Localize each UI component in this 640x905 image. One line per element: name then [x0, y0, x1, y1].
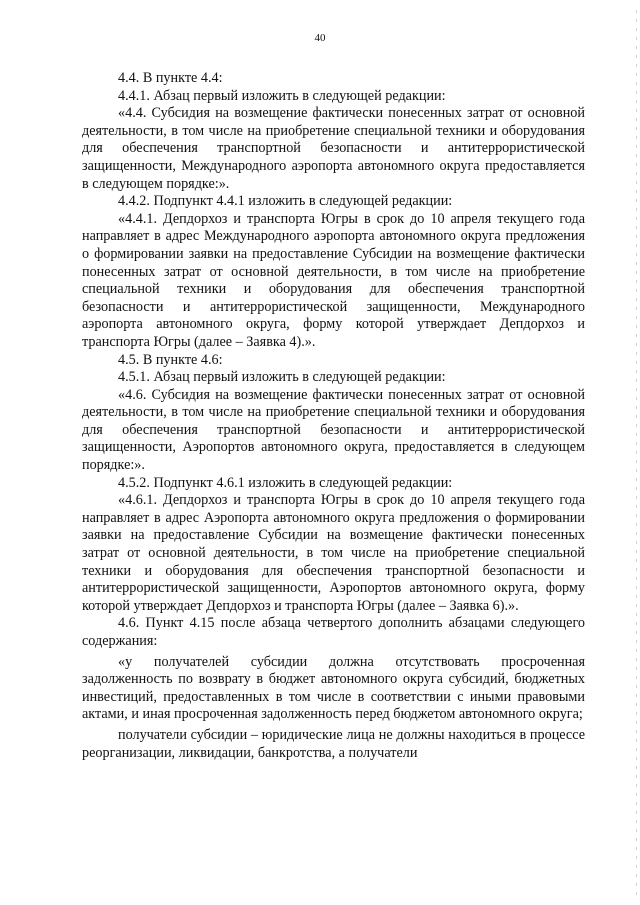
paragraph: «4.6.1. Депдорхоз и транспорта Югры в срок до 10 апреля текущего года направляет в адрес Аэропорта автономного округа предложения о формировании заявки на предоставление Субсидии на возмещение фактически понесенных затрат от основной деятельности, в том числе на приобретение специальной техники и оборудования для обеспечения транспортной безопасности и антитеррористической защищенности, Аэропортов автономного округа, форму которой утверждает Депдорхоз и транспорта Югры (далее – Заявка 6).».: [82, 492, 585, 614]
paragraph: получатели субсидии – юридические лица не должны находиться в процессе реорганизации, ликвидации, банкротства, а получатели: [82, 726, 585, 761]
paragraph: 4.4.2. Подпункт 4.4.1 изложить в следующей редакции:: [118, 193, 453, 210]
paragraph: «4.4. Субсидия на возмещение фактически понесенных затрат от основной деятельности, в том числе на приобретение специальной техники и оборудования для обеспечения транспортной безопасности и антитеррористической защищенности, Международного аэропорта автономного округа предоставляется в следующем порядке:».: [82, 105, 585, 192]
paragraph: 4.5.1. Абзац первый изложить в следующей редакции:: [118, 369, 446, 386]
paragraph: «4.4.1. Депдорхоз и транспорта Югры в срок до 10 апреля текущего года направляет в адрес Международного аэропорта автономного округа предложения о формировании заявки на предоставление Субсидии на возмещение фактически понесенных затрат от основной деятельности, в том числе на приобретение специальной техники и оборудования для обеспечения транспортной безопасности и антитеррористической защищенности, Международного аэропорта автономного округа, форму которой утверждает Депдорхоз и транспорта Югры (далее – Заявка 4).».: [82, 210, 585, 350]
paragraph: «4.6. Субсидия на возмещение фактически понесенных затрат от основной деятельности, в том числе на приобретение специальной техники и оборудования для обеспечения транспортной безопасности и антитеррористической защищенности, Аэропортов автономного округа, предоставляется в следующем порядке:».: [82, 386, 585, 474]
paragraph: 4.6. Пункт 4.15 после абзаца четвертого дополнить абзацами следующего содержания:: [82, 615, 585, 649]
paragraph: 4.5. В пункте 4.6:: [118, 351, 223, 368]
paragraph: «у получателей субсидии должна отсутствовать просроченная задолженность по возврату в бюджет автономного округа субсидий, бюджетных инвестиций, предоставленных в том числе в соответствии с иными правовыми актами, и иная просроченная задолженность перед бюджетом автономного округа;: [82, 653, 585, 723]
paragraph: 4.4. В пункте 4.4:: [118, 70, 223, 86]
page-number: 40: [314, 32, 326, 44]
paragraph: 4.5.2. Подпункт 4.6.1 изложить в следующей редакции:: [118, 474, 453, 491]
paragraph: 4.4.1. Абзац первый изложить в следующей редакции:: [118, 87, 446, 104]
document-body: [82, 70, 585, 762]
scan-edge-line: [636, 10, 637, 895]
